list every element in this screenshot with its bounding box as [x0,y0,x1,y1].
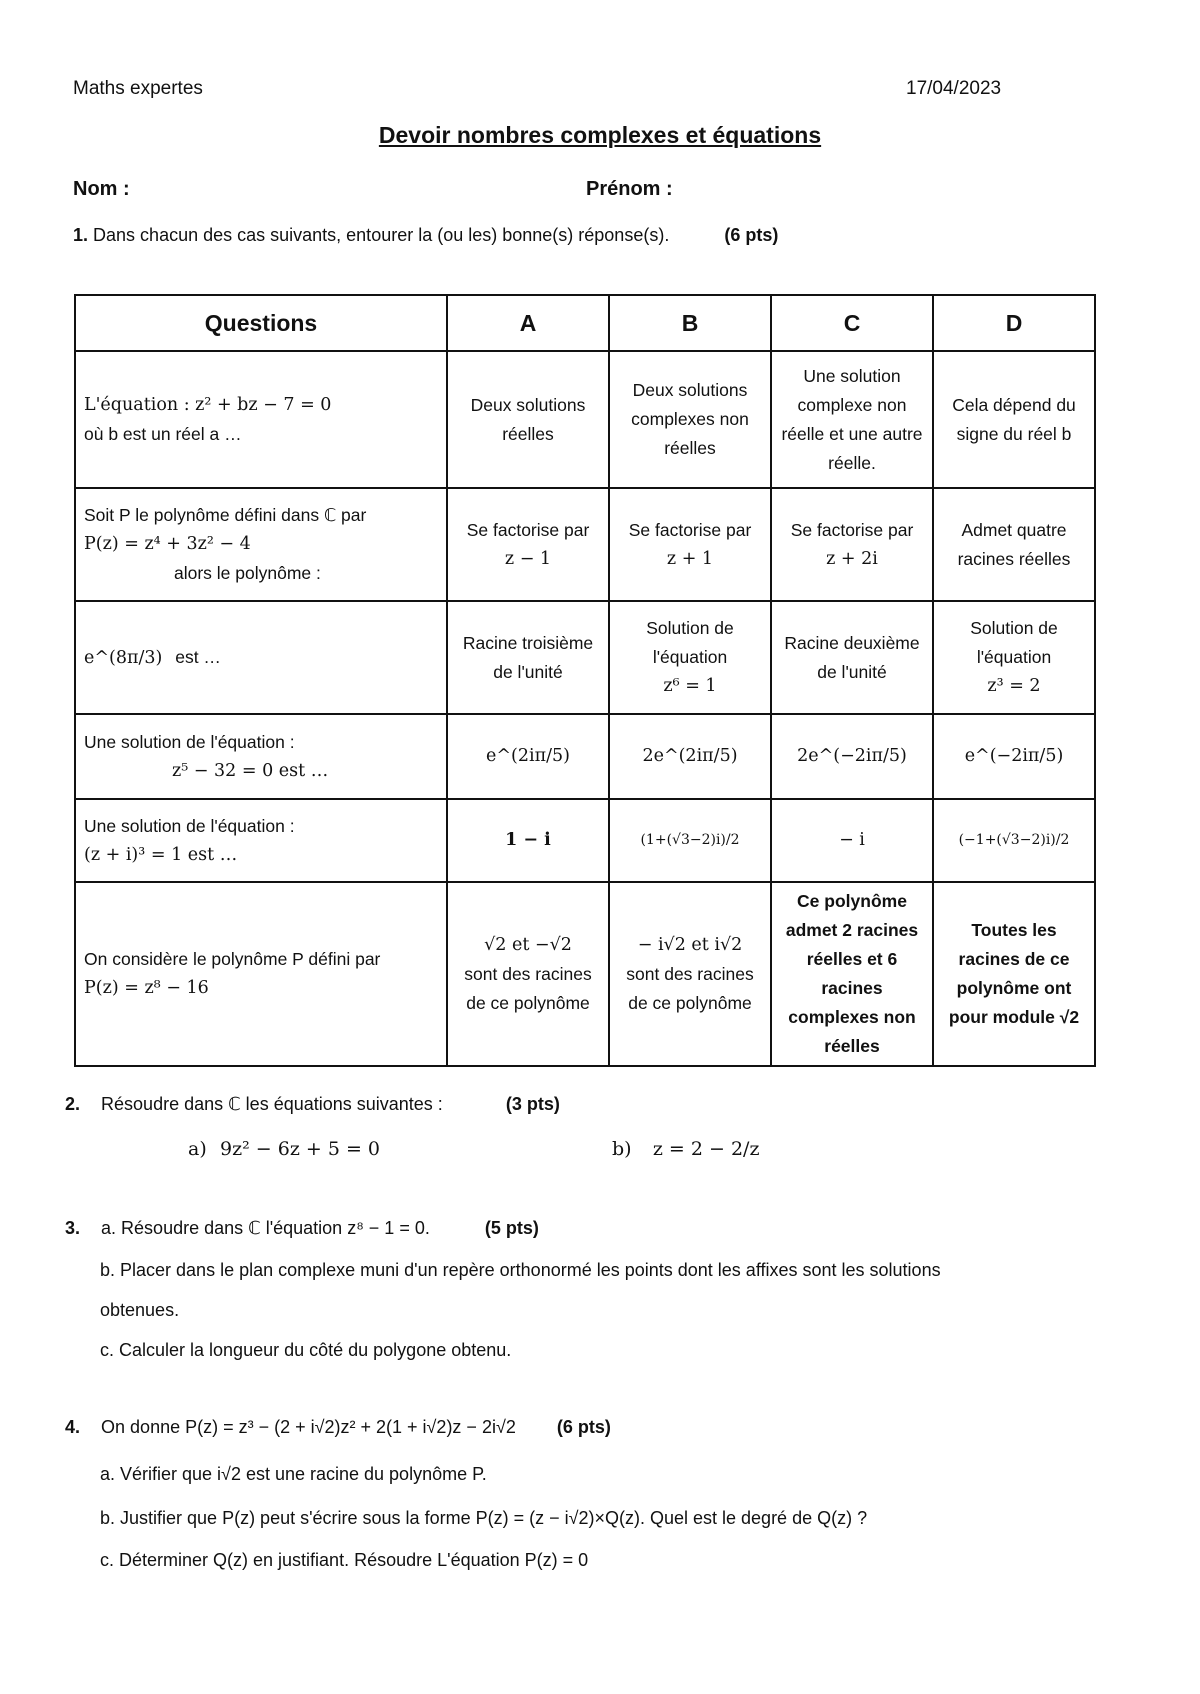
answer-c[interactable] [771,488,933,601]
answer-text: Solution de l'équation [970,618,1058,667]
answer-d[interactable]: Admet quatre racines réelles [933,488,1095,601]
answer-a[interactable]: Deux solutions réelles [447,351,609,488]
answer-b[interactable] [609,882,771,1066]
ex3-b-line2: obtenues. [100,1300,180,1320]
page-title: Devoir nombres complexes et équations [378,122,822,148]
question-cell [75,714,447,799]
table-header-row [75,295,1095,351]
ex2-b-label: b) [612,1138,632,1160]
answer-d[interactable] [933,601,1095,714]
answer-c[interactable]: − i [771,799,933,882]
answer-a[interactable] [447,882,609,1066]
question-cell [75,601,447,714]
ex1-text: Dans chacun des cas suivants, entourer la (ou les) bonne(s) réponse(s). [93,225,670,245]
question-math: e^(8π/3) [84,647,163,668]
question-cell [75,488,447,601]
question-cell [75,799,447,882]
ex2-b-equation: z = 2 − 2/z [652,1138,760,1160]
answer-a[interactable]: e^(2iπ/5) [447,714,609,799]
ex3-a-text: a. Résoudre dans ℂ l'équation z⁸ − 1 = 0. [101,1218,430,1238]
table-row [75,714,1095,799]
ex3-points: (5 pts) [484,1218,539,1238]
answer-b[interactable]: (1+(√3−2)i)/2 [609,799,771,882]
ex2-a-label: a) [188,1138,207,1160]
answer-math: z + 2i [826,548,878,569]
ex3-number: 3. [65,1218,81,1238]
ex4-points: (6 pts) [556,1417,611,1437]
table-row [75,488,1095,601]
ex4-part-b: b. Justifier que P(z) peut s'écrire sous la forme P(z) = (z − i√2)×Q(z). Quel est le degré de Q(z) ? [100,1508,868,1528]
answer-text: Se factorise par [790,519,914,540]
ex2-number: 2. [65,1094,81,1114]
answer-text: sont des racines de ce polynôme [464,963,592,1013]
question-line: L'équation : z² + bz − 7 = 0 [84,394,332,415]
ex4-intro-text: On donne P(z) = z³ − (2 + i√2)z² + 2(1 + i√2)z − 2i√2 [101,1417,516,1437]
answer-b[interactable]: 2e^(2iπ/5) [609,714,771,799]
table-row [75,799,1095,882]
answer-text: Se factorise par [628,519,752,540]
table-row [75,882,1095,1066]
answer-d[interactable]: (−1+(√3−2)i)/2 [933,799,1095,882]
header-d: D [933,295,1095,351]
ex4-part-a: a. Vérifier que i√2 est une racine du polynôme P. [100,1464,487,1484]
ex3-part-a [65,1218,539,1239]
header-questions: Questions [75,295,447,351]
answer-a[interactable]: 1 − i [447,799,609,882]
ex2-text: Résoudre dans ℂ les équations suivantes : [101,1094,443,1114]
answer-math: z³ = 2 [987,676,1041,696]
answer-math: − i√2 et i√2 [637,934,743,955]
question-line: est … [175,646,221,667]
answer-d[interactable]: Cela dépend du signe du réel b [933,351,1095,488]
qcm-table [74,294,1096,1067]
course-name: Maths expertes [73,78,203,99]
answer-d[interactable]: Toutes les racines de ce polynôme ont pour module √2 [933,882,1095,1066]
header-c: C [771,295,933,351]
answer-b[interactable] [609,488,771,601]
answer-a[interactable] [447,488,609,601]
question-line: z⁵ − 32 = 0 est … [172,760,329,781]
ex1-instruction [73,225,778,246]
ex4-part-c: c. Déterminer Q(z) en justifiant. Résoudre L'équation P(z) = 0 [100,1550,589,1570]
question-line: Une solution de l'équation : [84,815,295,836]
header-a: A [447,295,609,351]
answer-b[interactable] [609,601,771,714]
answer-text: Se factorise par [466,519,590,540]
question-line: P(z) = z⁴ + 3z² − 4 [84,534,251,554]
table-row [75,601,1095,714]
answer-c[interactable]: 2e^(−2iπ/5) [771,714,933,799]
ex4-intro [65,1417,611,1438]
ex2-part-b [612,1138,759,1161]
answer-b[interactable]: Deux solutions complexes non réelles [609,351,771,488]
answer-math: z + 1 [666,548,714,569]
answer-c[interactable]: Une solution complexe non réelle et une autre réelle. [771,351,933,488]
question-line: où b est un réel a … [84,423,242,444]
ex1-number: 1. [73,225,89,245]
question-line: On considère le polynôme P défini par [84,949,381,969]
answer-math: √2 et −√2 [484,934,572,955]
question-line: Une solution de l'équation : [84,731,295,752]
prenom-label: Prénom : [586,178,673,200]
ex1-points: (6 pts) [724,225,779,245]
answer-c[interactable]: Racine deuxième de l'unité [771,601,933,714]
question-line: P(z) = z⁸ − 16 [84,978,209,998]
answer-c[interactable]: Ce polynôme admet 2 racines réelles et 6 racines complexes non réelles [771,882,933,1066]
answer-a[interactable]: Racine troisième de l'unité [447,601,609,714]
answer-d[interactable]: e^(−2iπ/5) [933,714,1095,799]
question-line: alors le polynôme : [174,563,321,583]
answer-math: z − 1 [504,548,552,569]
answer-text: sont des racines de ce polynôme [626,963,754,1013]
ex3-part-c: c. Calculer la longueur du côté du polygone obtenu. [100,1340,512,1360]
ex2-instruction [65,1094,560,1115]
ex4-number: 4. [65,1417,81,1437]
ex2-part-a [188,1138,380,1161]
question-cell [75,882,447,1066]
question-line: Soit P le polynôme défini dans ℂ par [84,505,367,525]
nom-label: Nom : [73,178,130,200]
question-cell [75,351,447,488]
table-row [75,351,1095,488]
answer-math: z⁶ = 1 [663,676,717,696]
exam-date: 17/04/2023 [906,78,1002,99]
answer-text: Solution de l'équation [646,618,734,667]
ex2-a-equation: 9z² − 6z + 5 = 0 [220,1138,381,1160]
header-b: B [609,295,771,351]
ex2-points: (3 pts) [505,1094,560,1114]
question-line: (z + i)³ = 1 est … [84,844,238,865]
ex3-b-line1: b. Placer dans le plan complexe muni d'un repère orthonormé les points dont les affixes sont les solutions [100,1260,941,1280]
